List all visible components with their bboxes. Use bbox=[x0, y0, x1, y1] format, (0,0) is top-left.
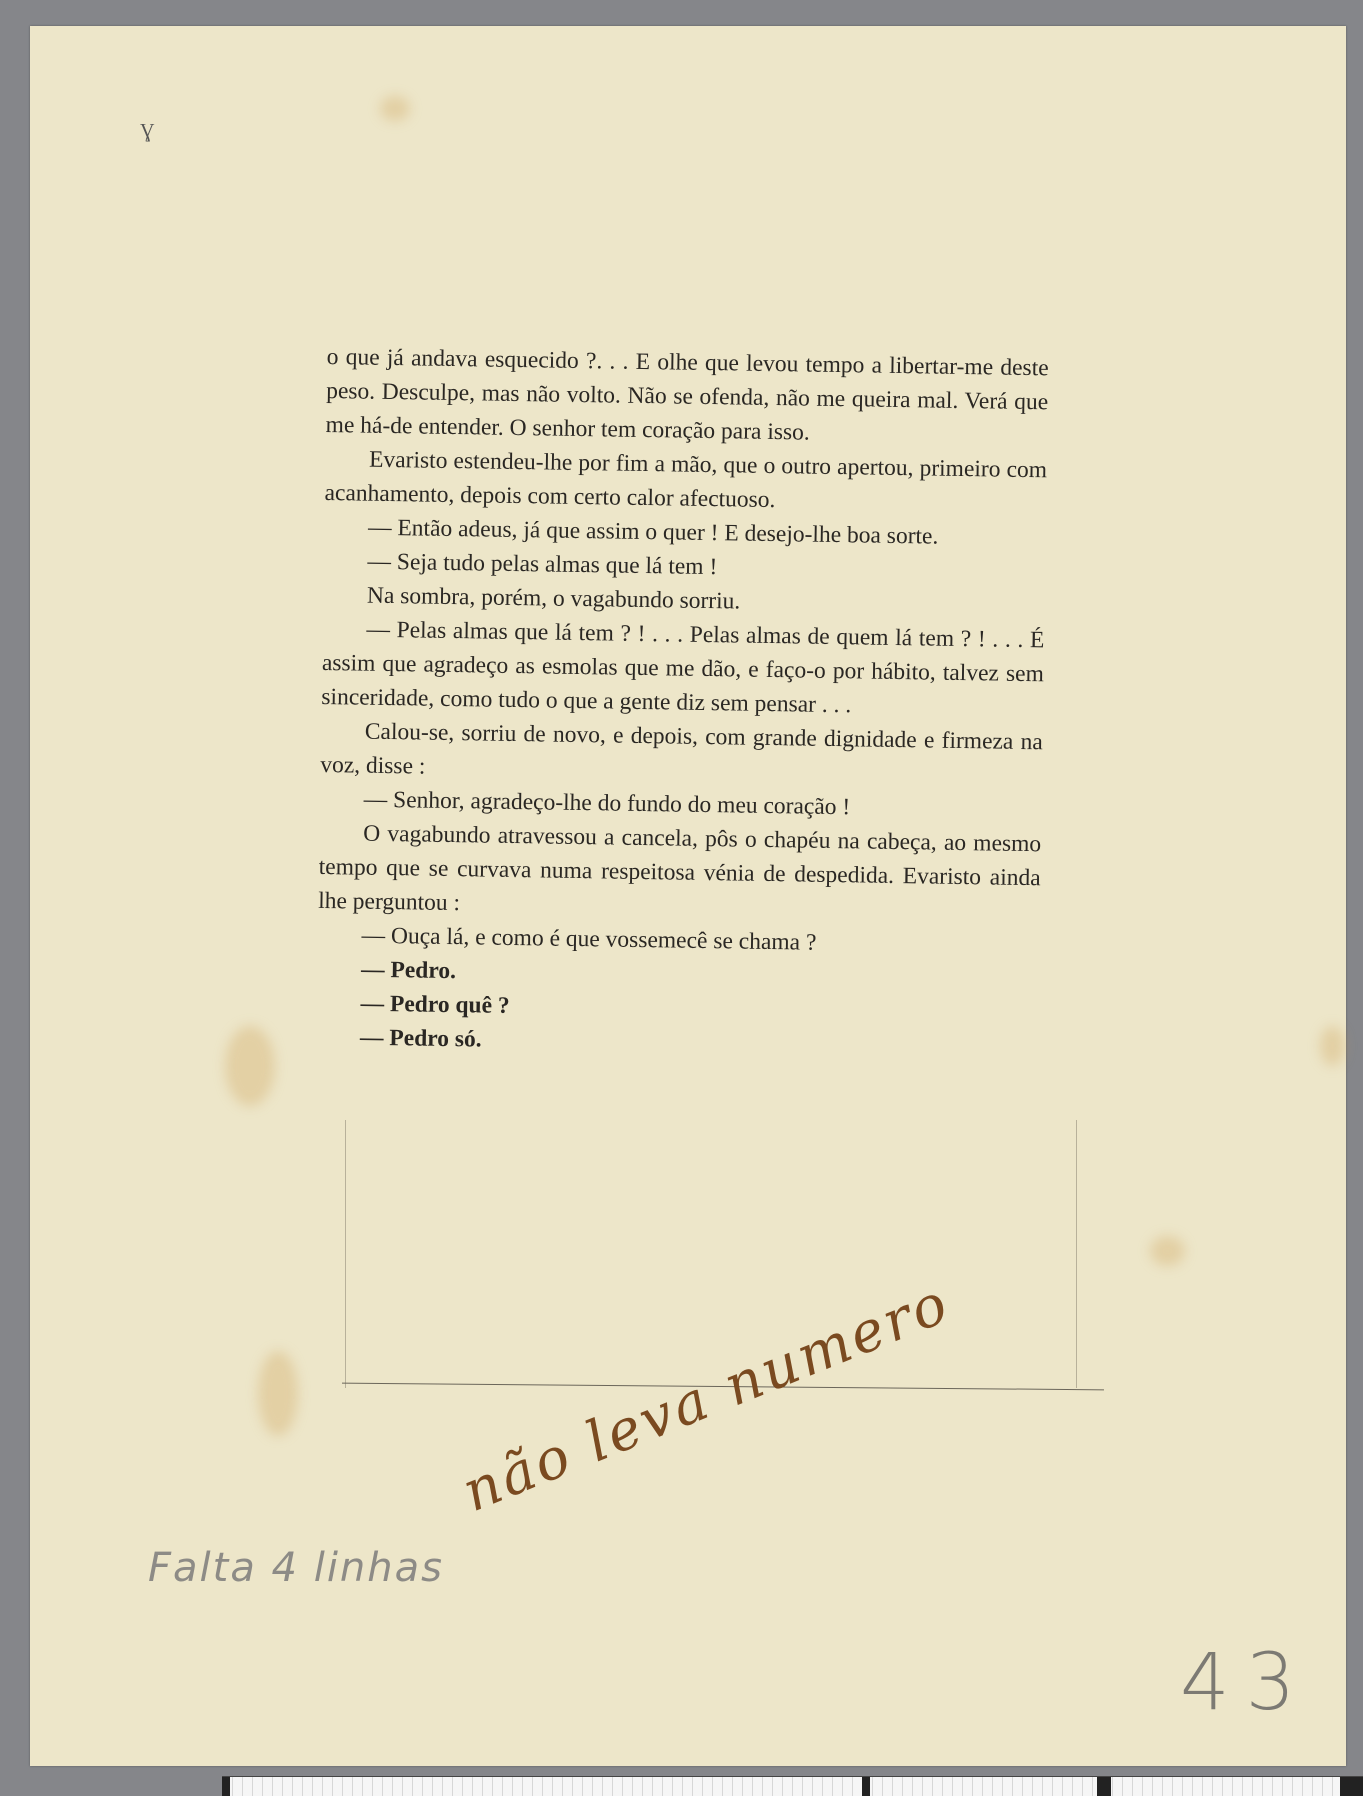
stain bbox=[258, 1351, 298, 1436]
paragraph: — Pedro só. bbox=[359, 1024, 482, 1053]
corner-mark: Ɣ bbox=[140, 120, 155, 142]
stain bbox=[225, 1026, 275, 1106]
paragraph: Na sombra, porém, o vagabundo sorriu. bbox=[366, 582, 741, 615]
paragraph: — Então adeus, já que assim o quer ! E desejo-lhe boa sorte. bbox=[367, 514, 939, 550]
pencil-frame bbox=[345, 1120, 1077, 1388]
scale-block bbox=[862, 1777, 870, 1796]
paragraph: — Ouça lá, e como é que vossemecê se chama ? bbox=[361, 922, 817, 956]
paragraph: — Seja tudo pelas almas que lá tem ! bbox=[367, 548, 718, 581]
scale-block bbox=[1340, 1777, 1363, 1796]
page-number: 43 bbox=[1180, 1638, 1312, 1728]
stain bbox=[1320, 1026, 1345, 1066]
paragraph: — Senhor, agradeço-lhe do fundo do meu coração ! bbox=[363, 786, 851, 821]
handwritten-note-brown: não leva numero bbox=[453, 1270, 959, 1525]
paragraph: — Pedro. bbox=[360, 956, 457, 985]
paragraph: — Pedro quê ? bbox=[360, 990, 510, 1019]
paragraph: Calou-se, sorriu de novo, e depois, com grande dignidade e firmeza na voz, disse : bbox=[320, 718, 1043, 780]
paragraph: Evaristo estendeu-lhe por fim a mão, que o outro apertou, primeiro com acanhamento, depois com certo calor afectuoso. bbox=[324, 446, 1048, 514]
paragraph: — Pelas almas que lá tem ? ! . . . Pelas almas de quem lá tem ? ! . . . É assim que agradeço as esmolas que me dão, e faço-o por hábito, talvez sem sinceridade, como tudo o que a gente diz sem pensar . . . bbox=[321, 616, 1045, 719]
handwritten-note-pencil: Falta 4 linhas bbox=[148, 1545, 444, 1591]
scale-block bbox=[1097, 1777, 1111, 1796]
scale-block bbox=[222, 1777, 230, 1796]
paragraph: O vagabundo atravessou a cancela, pôs o chapéu na cabeça, ao mesmo tempo que se curvava numa respeitosa vénia de despedida. Evaristo ainda lhe perguntou : bbox=[317, 820, 1042, 917]
stain bbox=[380, 96, 410, 121]
paragraph: o que já andava esquecido ?. . . E olhe que levou tempo a libertar-me deste peso. Desculpe, mas não volto. Não se ofenda, não me queira mal. Verá que me há-de entender. O senhor tem coração para isso. bbox=[325, 343, 1049, 446]
body-text bbox=[316, 340, 1049, 1065]
stain bbox=[1150, 1236, 1185, 1266]
scale-bar bbox=[222, 1776, 1363, 1796]
